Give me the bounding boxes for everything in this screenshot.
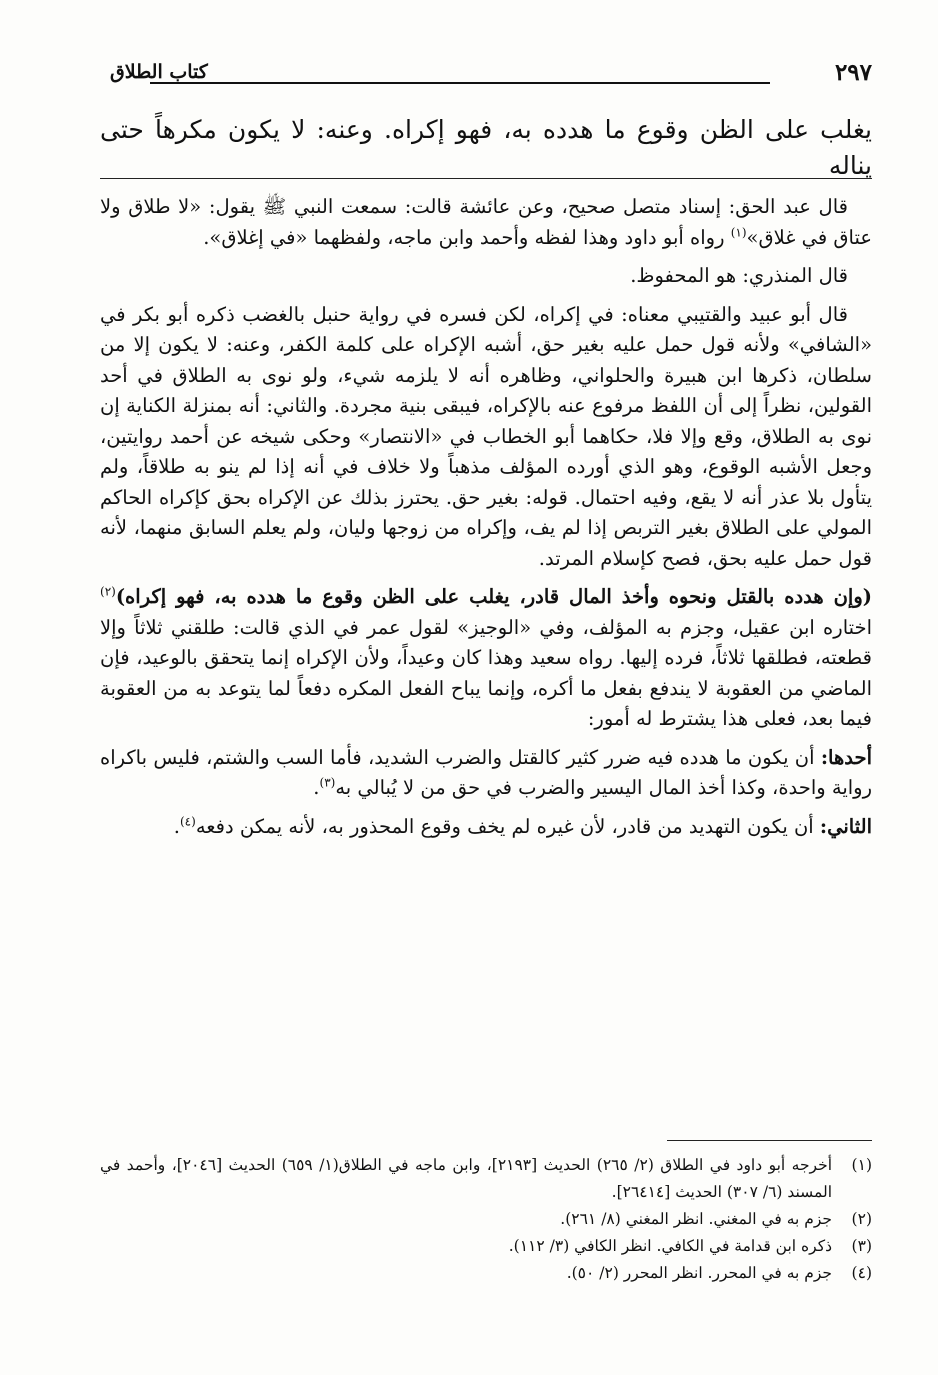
footnote-text: جزم به في المحرر. انظر المحرر (٢/ ٥٠). <box>566 1264 832 1282</box>
footnote <box>100 1260 872 1287</box>
main-text-line: يغلب على الظن وقوع ما هدده به، فهو إكراه. وعنه: لا يكون مكرهاً حتى يناله <box>100 115 872 180</box>
footnote <box>100 1233 872 1260</box>
footnote-ref: (٤) <box>179 814 196 828</box>
main-commentary-divider <box>100 178 872 179</box>
footnote-number: (١) <box>851 1156 872 1174</box>
condition-label: الثاني: <box>819 814 872 838</box>
paragraph: قال أبو عبيد والقتيبي معناه: في إكراه، لكن فسره في رواية حنبل بالغضب ذكره أبو بكر في «الشافي» ولأنه قول حمل عليه بغير حق، أشبه الإكراه على كلمة الكفر، وعنه: لا يكون إلا من سلطان، ذكرها ابن هبيرة والحلواني، وظاهره أنه لا يلزمه شيء، ولو نوى به الطلاق في أحد القولين، نظراً إلى أن اللفظ مرفوع عنه بالإكراه، فيبقى بنية مجردة. والثاني: أنه بمنزلة الكناية إن نوى به الطلاق، وقع وإلا فلا، حكاهما أبو الخطاب في «الانتصار» وحكى شيخه عن أحمد روايتين، وجعل الأشبه الوقوع، وهو الذي أورده المؤلف مذهباً ولا خلاف في أنه إذا لم ينو به طلاقاً، ولم يتأول بلا عذر أنه لا يقع، وفيه احتمال. قوله: بغير حق. يحترز بذلك عن الإكراه بحق كإكراه الحاكم المولي على الطلاق بغير التربص إذا لم يف، وإكراه من زوجها وليان، ولم يعلم السابق منهما، لأنه قول حمل عليه بحق، فصح كإسلام المرتد. <box>100 302 872 570</box>
commentary-body <box>100 192 872 850</box>
footnote-ref: (٢) <box>100 584 116 599</box>
footnotes <box>100 1152 872 1287</box>
footnote-text: جزم به في المغني. انظر المغني (٨/ ٢٦١). <box>560 1210 832 1228</box>
paragraph: الثاني: أن يكون التهديد من قادر، لأن غيره لم يخف وقوع المحذور به، لأنه يمكن دفعه$^{(٤)}$. <box>173 814 872 838</box>
footnote-text: ذكره ابن قدامة في الكافي. انظر الكافي (٣/ ١١٢). <box>508 1237 832 1255</box>
footnote-number: (٢) <box>851 1210 872 1228</box>
paragraph: (وإن هدده بالقتل ونحوه وأخذ المال قادر، يغلب على الظن وقوع ما هدده به، فهو إكراه)$^{(٢)}$ اختاره ابن عقيل، وجزم به المؤلف، وفي «الوجيز» لقول عمر في الذي قالت: طلقني ثلاثاً وإلا قطعته، فطلقها ثلاثاً، فرده إليها. رواه سعيد وهذا كان وعيداً، ولأن الإكراه إنما يتحقق بالوعيد، فإن الماضي من العقوبة لا يندفع بفعل ما أكره، وإنما يباح الفعل المكره دفعاً لما يتوعد به من العقوبة فيما بعد، فعلى هذا يشترط له أمور: <box>100 584 872 730</box>
matn-quote: (وإن هدده بالقتل ونحوه وأخذ المال قادر، يغلب على الظن وقوع ما هدده به، فهو إكراه) <box>115 585 872 608</box>
footnote-rule <box>667 1140 872 1141</box>
condition-label: أحدها: <box>820 745 872 769</box>
paragraph: قال المنذري: هو المحفوظ. <box>630 264 848 287</box>
footnote-number: (٤) <box>851 1264 872 1282</box>
footnote-text: أخرجه أبو داود في الطلاق (٢/ ٢٦٥) الحديث [٢١٩٣]، وابن ماجه في الطلاق(١/ ٦٥٩) الحديث [٢٠٤٦]، وأحمد في المسند (٦/ ٣٠٧) الحديث [٢٦٤١٤]. <box>100 1156 832 1201</box>
footnote <box>100 1152 872 1206</box>
footnote-number: (٣) <box>851 1237 872 1255</box>
paragraph: قال عبد الحق: إسناد متصل صحيح، وعن عائشة قالت: سمعت النبي ﷺ يقول: «لا طلاق ولا عتاق في غلاق»$^{(١)}$ رواه أبو داود وهذا لفظه وأحمد وابن ماجه، ولفظهما «في إغلاق». <box>100 195 872 249</box>
paragraph: أحدها: أن يكون ما هدده فيه ضرر كثير كالقتل والضرب الشديد، فأما السب والشتم، فليس باكراه رواية واحدة، وكذا أخذ المال اليسير والضرب في حق من لا يُبالي به$^{(٣)}$. <box>100 745 872 799</box>
running-header <box>96 52 872 92</box>
footnote <box>100 1206 872 1233</box>
book-title: كتاب الطلاق <box>110 61 208 83</box>
footnote-ref: (١) <box>730 225 747 239</box>
page-number: ٢٩٧ <box>834 58 872 86</box>
header-rule <box>150 82 770 84</box>
footnote-ref: (٣) <box>319 775 336 790</box>
